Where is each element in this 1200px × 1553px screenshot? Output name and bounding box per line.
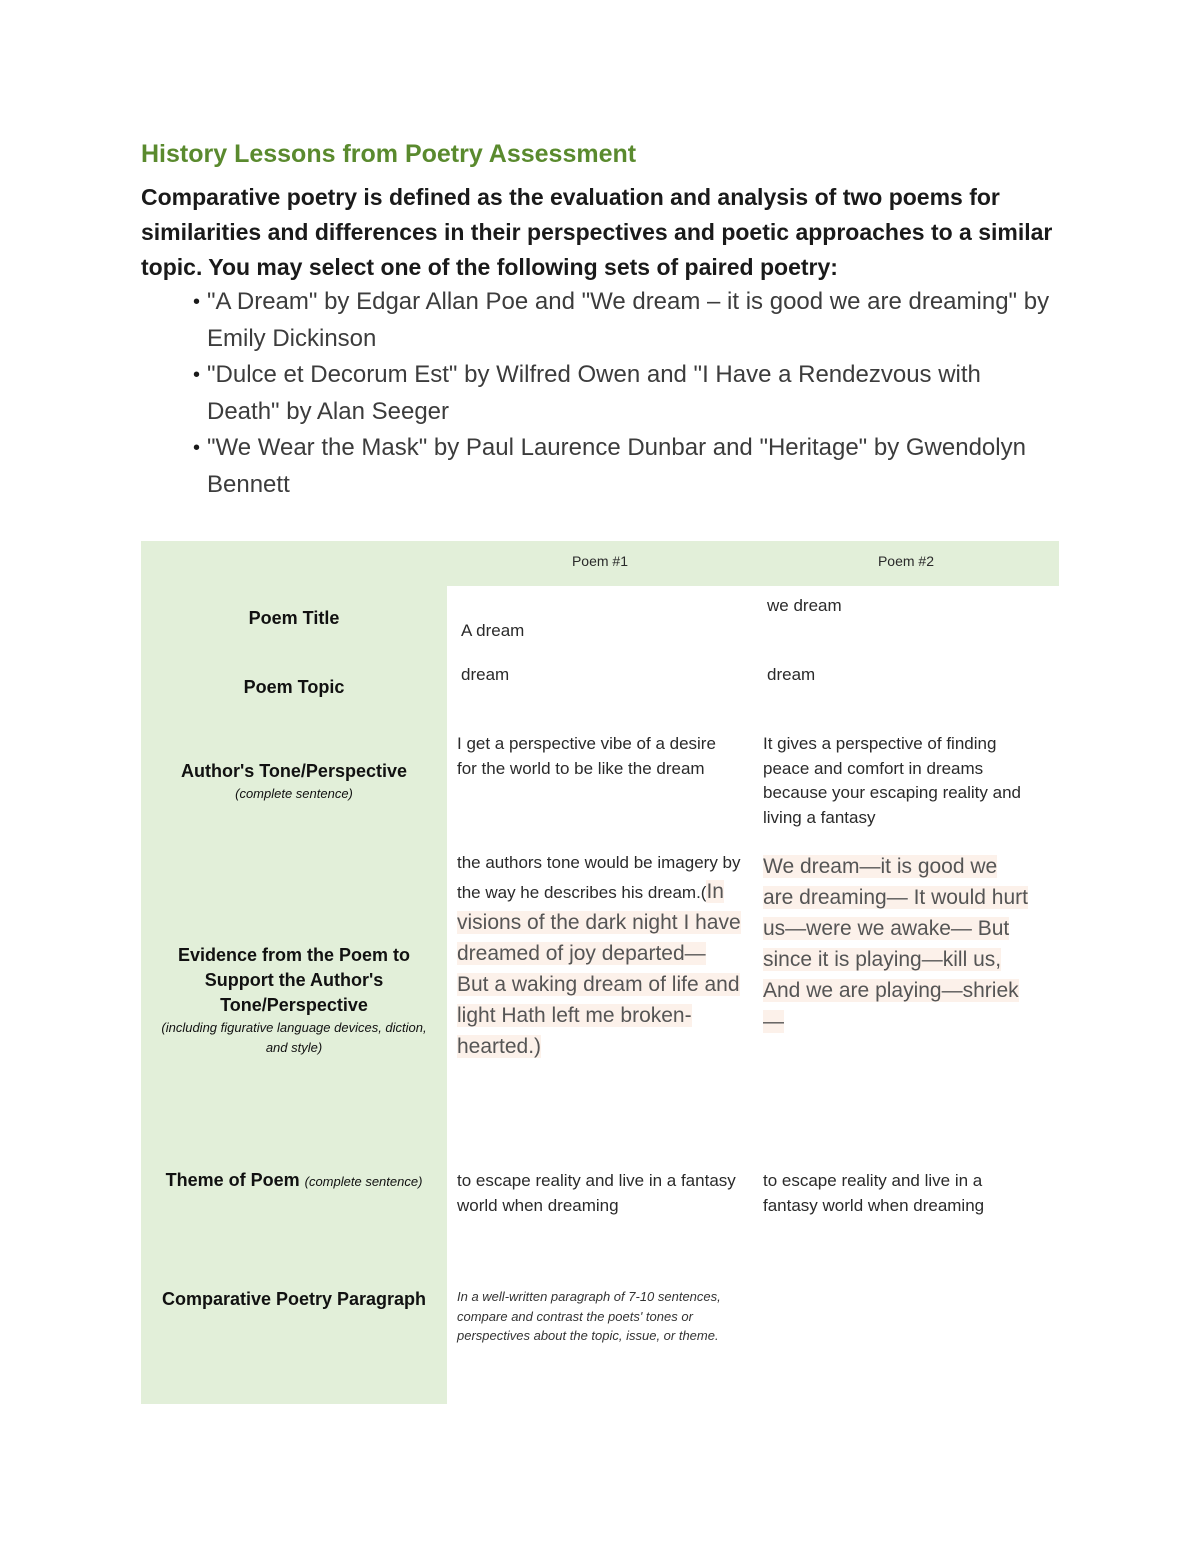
row-label-evidence [141, 943, 447, 1058]
poem2-evidence-cell[interactable] [763, 851, 1028, 1037]
column-header-poem-1: Poem #1 [571, 553, 629, 569]
column-header-poem-2: Poem #2 [877, 553, 935, 569]
poem1-evidence-quote: In visions of the dark night I have dreamed of joy departed— But a waking dream of life and light Hath left me broken-hearted.) [457, 879, 741, 1058]
poem-pair-list [193, 284, 1053, 503]
row-label-poem-title: Poem Title [248, 608, 340, 628]
poem1-evidence-cell[interactable] [457, 851, 742, 1062]
paragraph-instruction-cell[interactable]: In a well-written paragraph of 7-10 sentences, compare and contrast the poets' tones or perspectives about the topic, issue, or theme. [457, 1289, 721, 1343]
poem1-title-cell[interactable]: A dream [461, 621, 525, 640]
row-label-comparative-paragraph: Comparative Poetry Paragraph [161, 1289, 427, 1309]
row-label-theme [141, 1168, 447, 1194]
page-title: History Lessons from Poetry Assessment [141, 140, 637, 168]
comparison-table [141, 541, 1059, 1404]
list-item [193, 284, 1053, 357]
theme-sublabel: (complete sentence) [304, 1174, 423, 1189]
row-label-poem-topic: Poem Topic [243, 677, 345, 697]
bullet-icon: • [193, 291, 201, 313]
bullet-icon: • [193, 437, 201, 459]
table-header-row [447, 541, 1059, 586]
list-item [193, 430, 1053, 503]
poem-pair-text: "Dulce et Decorum Est" by Wilfred Owen and "I Have a Rendezvous with Death" by Alan Seeger [207, 361, 981, 425]
list-item [193, 357, 1053, 430]
poem1-tone-cell[interactable]: I get a perspective vibe of a desire for the world to be like the dream [457, 734, 716, 778]
poem-pair-text: "A Dream" by Edgar Allan Poe and "We dream – it is good we are dreaming" by Emily Dickinson [207, 288, 1050, 352]
poem1-theme-cell[interactable]: to escape reality and live in a fantasy world when dreaming [457, 1171, 736, 1215]
evidence-sublabel: (including figurative language devices, diction, and style) [161, 1020, 427, 1055]
bullet-icon: • [193, 364, 201, 386]
evidence-label-text: Evidence from the Poem to Support the Author's Tone/Perspective [177, 945, 411, 1015]
poem2-evidence-quote: We dream—it is good we are dreaming— It would hurt us—were we awake— But since it is playing—kill us, And we are playing—shriek— [763, 855, 1028, 1033]
poem2-theme-cell[interactable]: to escape reality and live in a fantasy world when dreaming [763, 1171, 985, 1215]
tone-label-text: Author's Tone/Perspective [180, 761, 407, 781]
poem1-topic-cell[interactable]: dream [461, 665, 510, 684]
poem2-title-cell[interactable]: we dream [767, 596, 842, 615]
poem1-evidence-intro: the authors tone would be imagery by the way he describes his dream.( [457, 853, 741, 902]
theme-label-text: Theme of Poem [165, 1170, 300, 1190]
tone-sublabel: (complete sentence) [235, 786, 353, 801]
poem-pair-text: "We Wear the Mask" by Paul Laurence Dunbar and "Heritage" by Gwendolyn Bennett [207, 434, 1026, 498]
poem2-tone-cell[interactable]: It gives a perspective of finding peace and comfort in dreams because your escaping reality and living a fantasy [763, 734, 1021, 827]
poem2-topic-cell[interactable]: dream [767, 665, 816, 684]
intro-paragraph: Comparative poetry is defined as the evaluation and analysis of two poems for similarities and differences in their perspectives and poetic approaches to a similar topic. You may select one of the following sets of paired poetry: [141, 184, 1053, 280]
row-label-tone [141, 759, 447, 804]
